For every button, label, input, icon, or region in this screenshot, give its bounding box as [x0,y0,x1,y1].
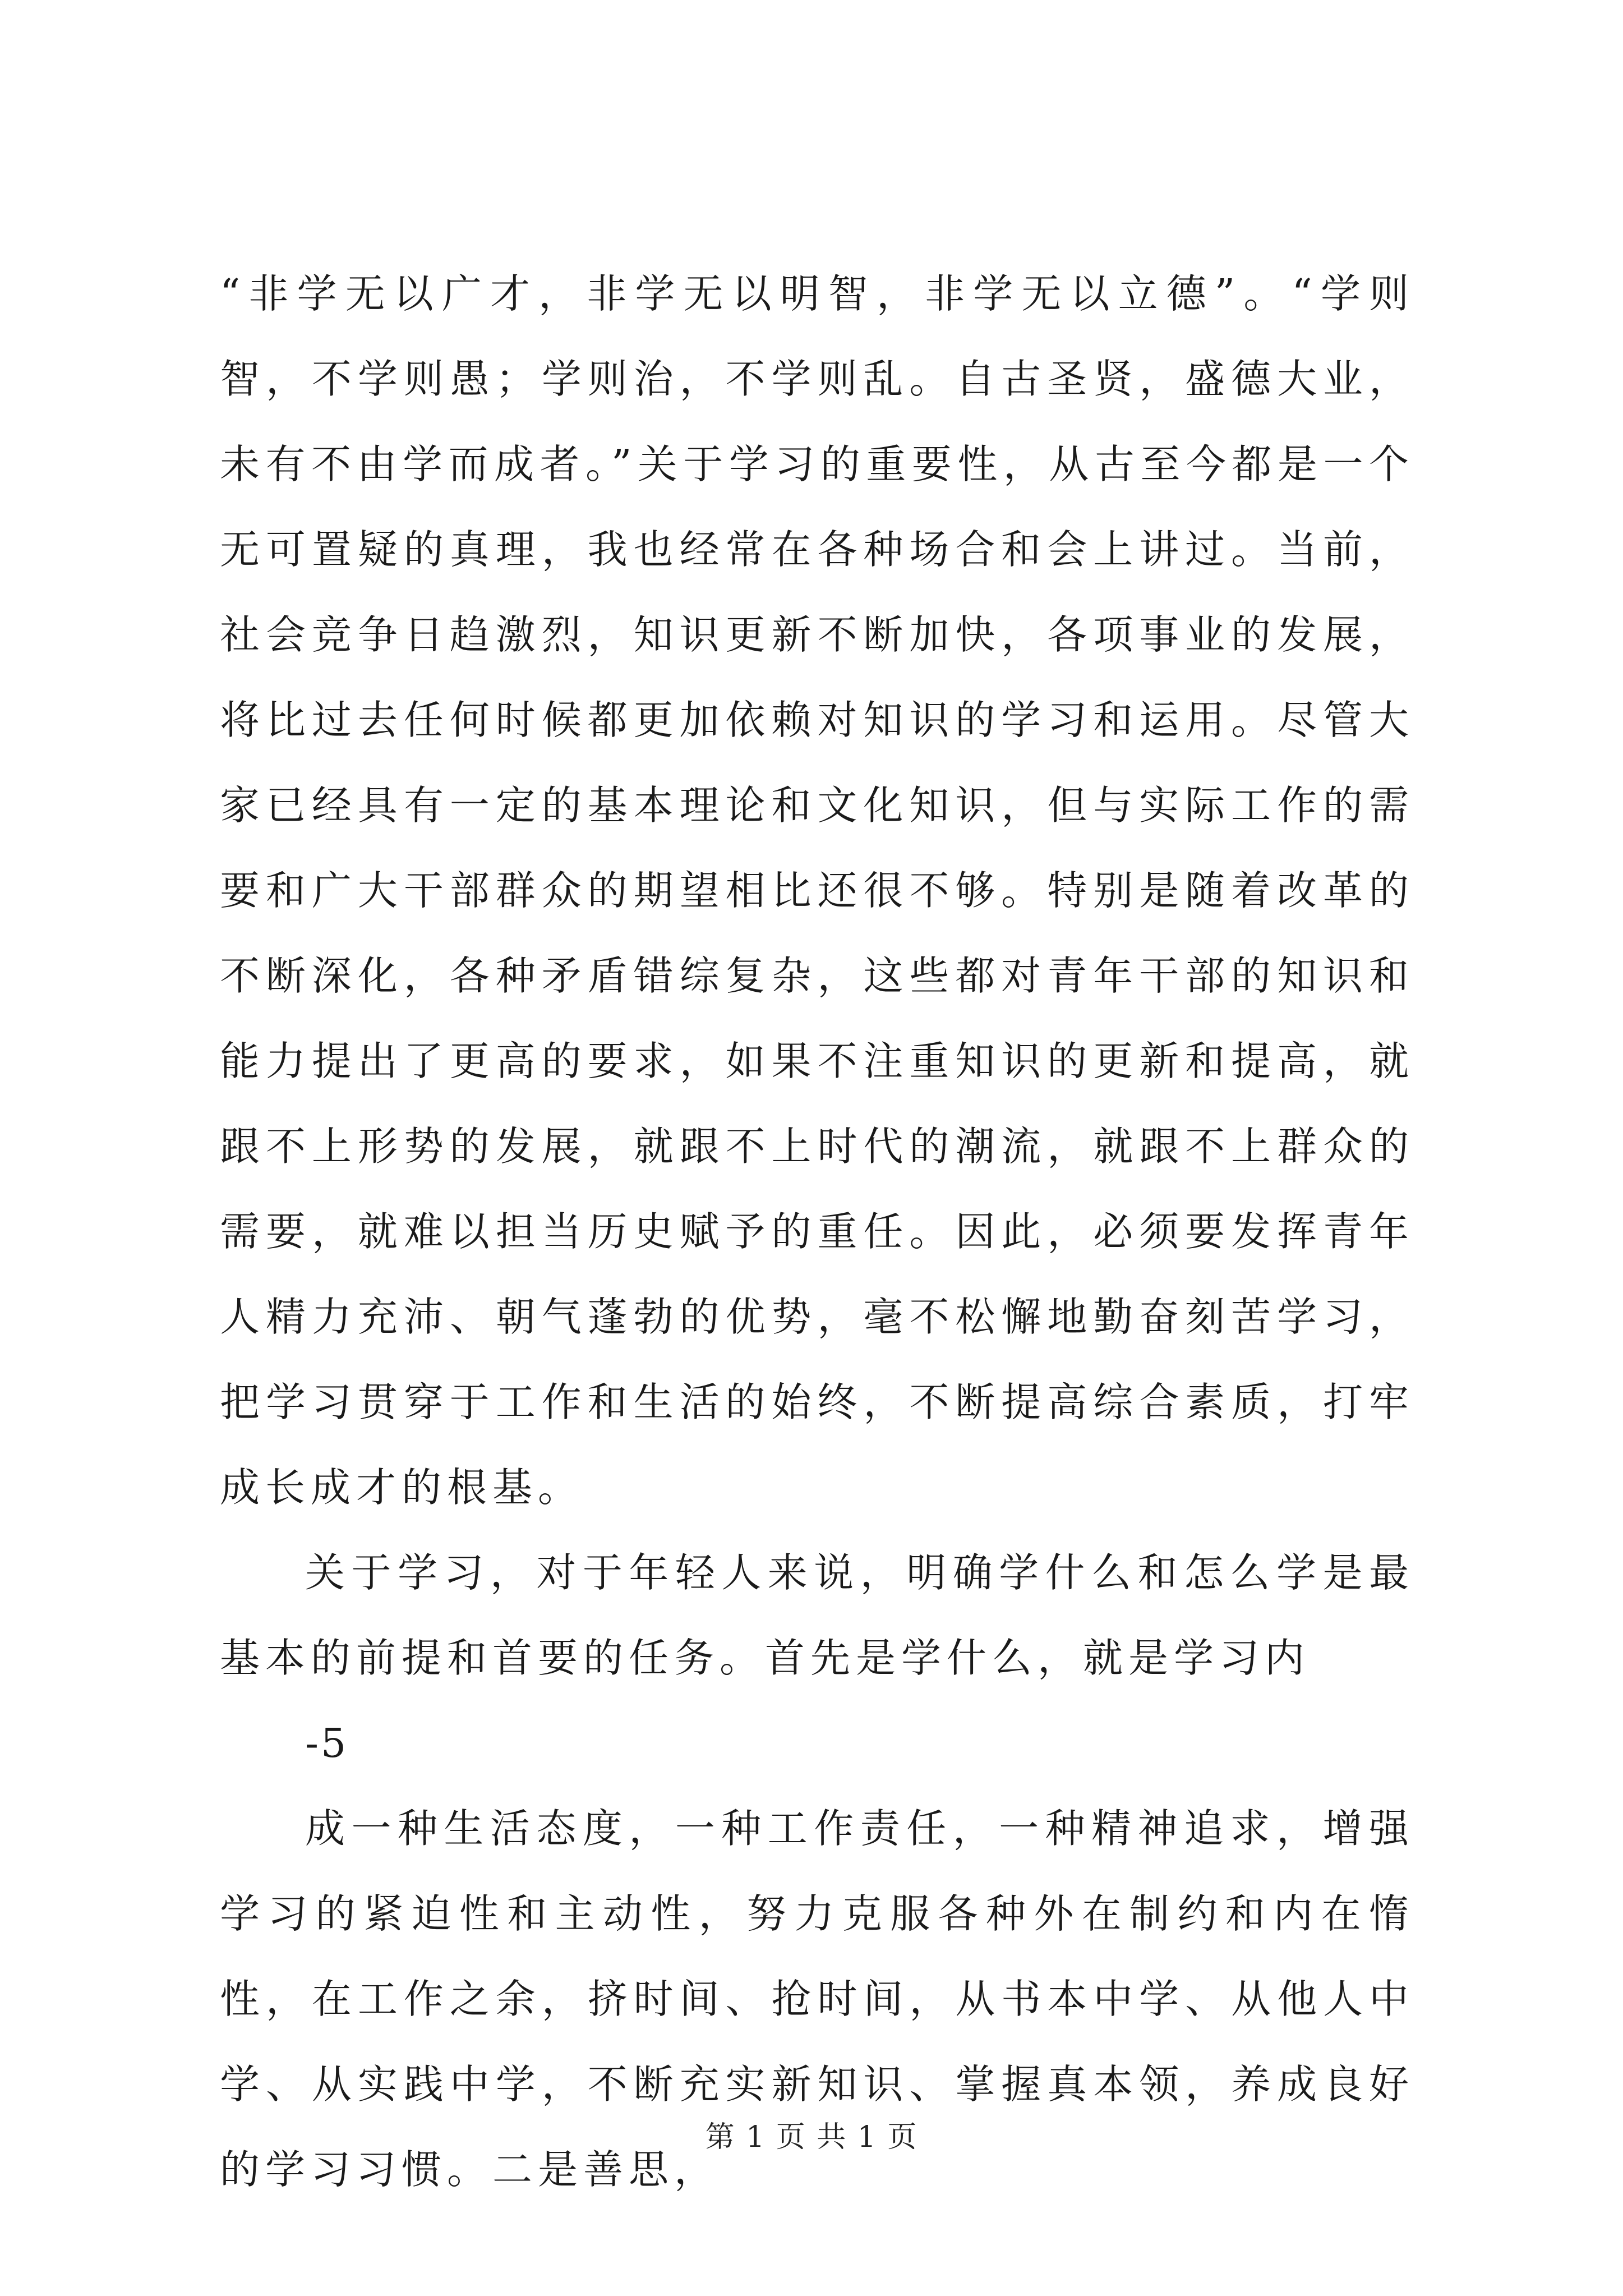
paragraph-what-to-learn: 关于学习，对于年轻人来说，明确学什么和怎么学是最基本的前提和首要的任务。首先是学什么，就是学习内 [220,1549,1414,1681]
paragraph-learning-importance: “非学无以广才，非学无以明智，非学无以立德”。“学则智，不学则愚；学则治，不学则乱。自古圣贤，盛德大业，未有不由学而成者。”关于学习的重要性，从古至今都是一个无可置疑的真理，我也经常在各种场合和会上讲过。当前，社会竞争日趋激烈，知识更新不断加快，各项事业的发展，将比过去任何时候都更加依赖对知识的学习和运用。尽管大家已经具有一定的基本理论和文化知识，但与实际工作的需要和广大干部群众的期望相比还很不够。特别是随着改革的不断深化，各种矛盾错综复杂，这些都对青年干部的知识和能力提出了更高的要求，如果不注重知识的更新和提高，就跟不上形势的发展，就跟不上时代的潮流，就跟不上群众的需要，就难以担当历史赋予的重任。因此，必须要发挥青年人精力充沛、朝气蓬勃的优势，毫不松懈地勤奋刻苦学习，把学习贯穿于工作和生活的始终，不断提高综合素质，打牢成长成才的根基。 [220,270,1414,1511]
page-marker: -5 [305,1720,349,1766]
paragraph-learning-attitude: 成一种生活态度，一种工作责任，一种精神追求，增强学习的紧迫性和主动性，努力克服各种外在制约和内在惰性，在工作之余，挤时间、抢时间，从书本中学、从他人中学、从实践中学，不断充实新知识、掌握真本领，养成良好的学习习惯。二是善思， [220,1805,1414,2193]
document-body [220,251,1414,2212]
page-footer: 第 1 页 共 1 页 [705,2120,918,2154]
